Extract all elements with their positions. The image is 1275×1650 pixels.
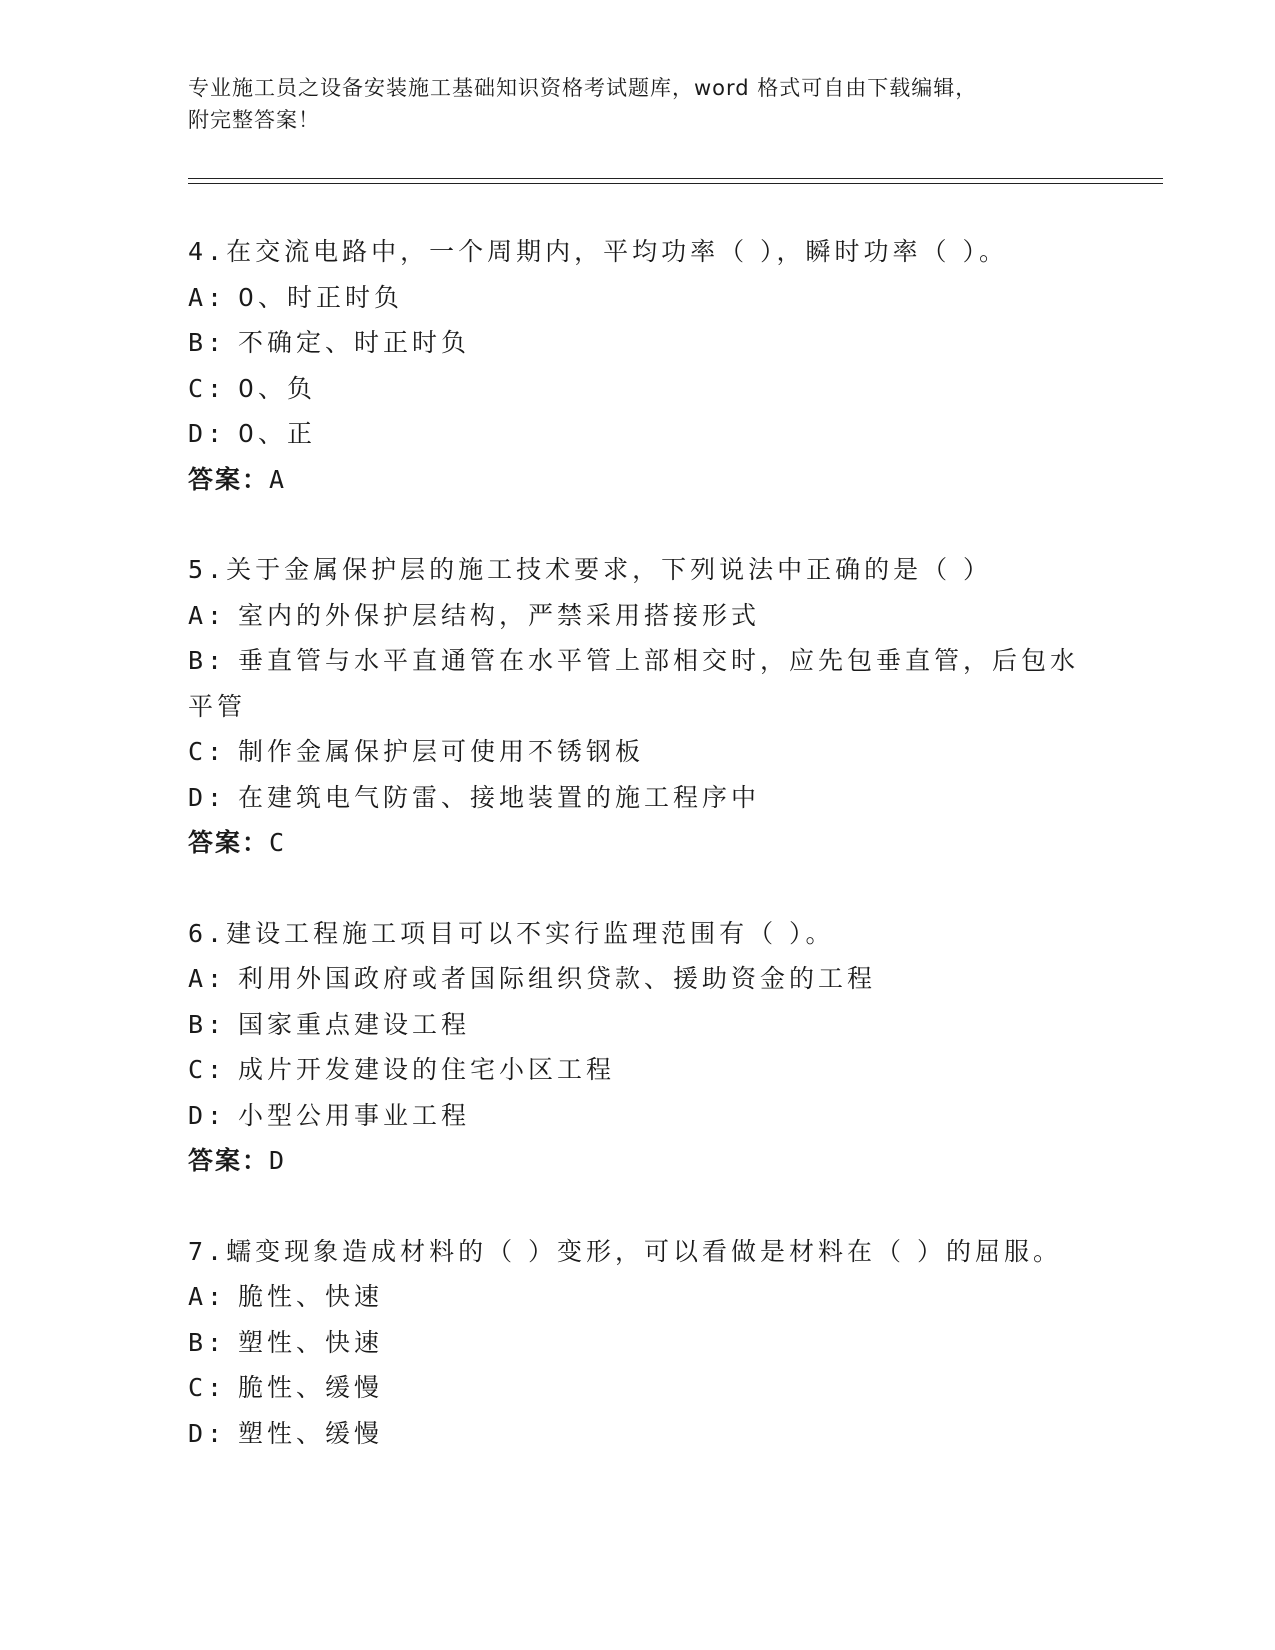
question-7: [188, 1229, 1088, 1457]
option-letter: C:: [188, 737, 227, 766]
header-line-2: 附完整答案！: [188, 108, 320, 132]
answer-key: D: [269, 1146, 287, 1175]
option-letter: C:: [188, 373, 227, 403]
option-c: [188, 1047, 1088, 1093]
option-a: [188, 956, 1088, 1002]
answer-label: 答案：: [188, 464, 270, 494]
option-text: 制作金属保护层可使用不锈钢板: [226, 737, 645, 766]
option-d: [188, 1411, 1088, 1457]
question-stem: [188, 911, 1088, 957]
option-letter: D:: [188, 419, 227, 448]
answer-key: A: [269, 464, 287, 494]
option-text: 脆性、缓慢: [226, 1373, 384, 1402]
question-5: [188, 547, 1088, 866]
answer-line: [188, 1138, 1088, 1184]
option-letter: A:: [188, 600, 227, 630]
option-b: [188, 1320, 1088, 1366]
option-letter: D:: [188, 782, 227, 812]
option-c: [188, 366, 1088, 412]
option-text: 在建筑电气防雷、接地装置的施工程序中: [226, 782, 761, 812]
option-letter: D:: [188, 1418, 227, 1448]
option-letter: D:: [188, 1100, 227, 1130]
option-letter: C:: [188, 1055, 227, 1084]
header-divider-top: [188, 178, 1163, 179]
option-text: 塑性、快速: [226, 1327, 384, 1357]
document-header: [188, 72, 1088, 136]
answer-line: [188, 820, 1088, 866]
option-letter: A:: [188, 282, 227, 312]
question-text: 关于金属保护层的施工技术要求，下列说法中正确的是（ ）: [226, 555, 993, 584]
option-text: 国家重点建设工程: [226, 1009, 471, 1039]
option-d: [188, 1093, 1088, 1139]
option-text: 脆性、快速: [226, 1282, 384, 1311]
option-c: [188, 1365, 1088, 1411]
option-text: 0、负: [226, 373, 316, 403]
question-number: 6.: [188, 918, 227, 948]
option-letter: B:: [188, 328, 227, 357]
question-stem: [188, 547, 1088, 593]
answer-label: 答案：: [188, 828, 270, 857]
question-4: [188, 229, 1088, 502]
option-text: 不确定、时正时负: [226, 328, 471, 357]
option-letter: B:: [188, 1009, 227, 1039]
option-d: [188, 775, 1088, 821]
question-text: 建设工程施工项目可以不实行监理范围有（ ）。: [226, 918, 835, 948]
option-a: [188, 275, 1088, 321]
option-text: 成片开发建设的住宅小区工程: [226, 1055, 616, 1084]
header-divider-bottom: [188, 183, 1163, 184]
option-text: 室内的外保护层结构，严禁采用搭接形式: [226, 600, 761, 630]
option-b: [188, 1002, 1088, 1048]
option-a: [188, 593, 1088, 639]
header-line-1: 专业施工员之设备安装施工基础知识资格考试题库，word 格式可自由下载编辑，: [188, 76, 978, 100]
question-number: 7.: [188, 1236, 227, 1266]
question-stem: [188, 229, 1088, 275]
question-text: 蠕变现象造成材料的（ ）变形，可以看做是材料在（ ）的屈服。: [226, 1236, 1063, 1266]
question-number: 4.: [188, 237, 227, 266]
option-b: [188, 320, 1088, 366]
option-c: [188, 729, 1088, 775]
answer-label: 答案：: [188, 1146, 270, 1175]
option-text: 0、时正时负: [226, 282, 403, 312]
option-text: 0、正: [226, 419, 316, 448]
option-text: 小型公用事业工程: [226, 1100, 471, 1130]
option-text: 利用外国政府或者国际组织贷款、援助资金的工程: [226, 964, 877, 993]
option-letter: C:: [188, 1373, 227, 1402]
question-text: 在交流电路中，一个周期内，平均功率（ ），瞬时功率（ ）。: [226, 237, 1009, 266]
option-letter: A:: [188, 1282, 227, 1311]
option-d: [188, 411, 1088, 457]
option-letter: B:: [188, 1327, 227, 1357]
question-6: [188, 911, 1088, 1184]
answer-key: C: [269, 828, 287, 857]
question-number: 5.: [188, 555, 227, 584]
option-a: [188, 1274, 1088, 1320]
option-letter: B:: [188, 646, 227, 675]
option-letter: A:: [188, 964, 227, 993]
option-text: 垂直管与水平直通管在水平管上部相交时，应先包垂直管，后包水平管: [188, 646, 1080, 721]
question-stem: [188, 1229, 1088, 1275]
option-b: [188, 638, 1088, 729]
question-list: [188, 229, 1088, 1501]
option-text: 塑性、缓慢: [226, 1418, 384, 1448]
answer-line: [188, 457, 1088, 503]
